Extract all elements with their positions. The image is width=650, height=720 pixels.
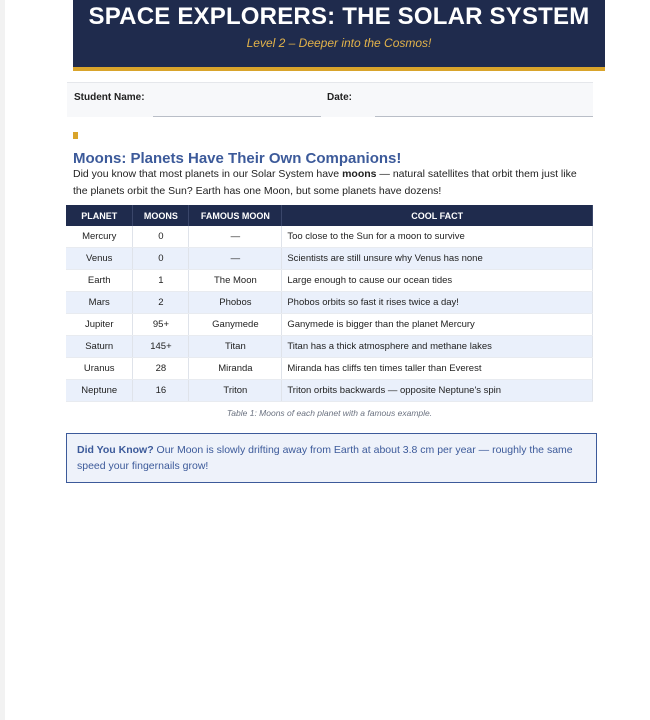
page-title: SPACE EXPLORERS: THE SOLAR SYSTEM [88, 3, 590, 30]
intro-text-end: — natural satellites that orbit them just like the planets orbit the Sun? Earth has one Moon, but some planets have dozens! [73, 168, 577, 197]
moons-cell: 0 [133, 226, 189, 248]
table-row [66, 358, 593, 380]
cool-fact-cell: Scientists are still unsure why Venus has none [282, 248, 593, 270]
section-accent-mark [73, 132, 78, 139]
column-header-moons: MOONS [133, 205, 189, 226]
famous-moon-cell: Phobos [189, 292, 282, 314]
famous-moon-cell: — [189, 248, 282, 270]
famous-moon-cell: — [189, 226, 282, 248]
cool-fact-cell: Too close to the Sun for a moon to survive [282, 226, 593, 248]
moons-cell: 2 [133, 292, 189, 314]
table-row [66, 380, 593, 402]
moons-cell: 0 [133, 248, 189, 270]
cool-fact-cell: Large enough to cause our ocean tides [282, 270, 593, 292]
did-you-know-callout [66, 433, 597, 483]
intro-bold-term: moons [342, 168, 377, 180]
page-subtitle: Level 2 – Deeper into the Cosmos! [246, 36, 432, 50]
date-label: Date: [327, 92, 353, 103]
planet-cell: Venus [66, 248, 133, 270]
student-name-field[interactable] [153, 116, 321, 117]
column-header-cool-fact: COOL FACT [282, 205, 593, 226]
cool-fact-cell: Miranda has cliffs ten times taller than Everest [282, 358, 593, 380]
section-heading: Moons: Planets Have Their Own Companions! [73, 150, 402, 167]
moons-cell: 16 [133, 380, 189, 402]
table-header-row [66, 205, 593, 226]
cool-fact-cell: Phobos orbits so fast it rises twice a day! [282, 292, 593, 314]
moons-cell: 145+ [133, 336, 189, 358]
famous-moon-cell: The Moon [189, 270, 282, 292]
planet-cell: Mercury [66, 226, 133, 248]
worksheet-page [5, 0, 650, 720]
famous-moon-cell: Triton [189, 380, 282, 402]
planet-cell: Saturn [66, 336, 133, 358]
planet-cell: Mars [66, 292, 133, 314]
famous-moon-cell: Titan [189, 336, 282, 358]
table-caption: Table 1: Moons of each planet with a famous example. [226, 408, 433, 418]
table-row [66, 270, 593, 292]
planet-cell: Earth [66, 270, 133, 292]
table-row [66, 226, 593, 248]
table-row [66, 314, 593, 336]
planet-cell: Neptune [66, 380, 133, 402]
table-row [66, 292, 593, 314]
moons-cell: 1 [133, 270, 189, 292]
student-name-label: Student Name: [74, 92, 145, 103]
cool-fact-cell: Ganymede is bigger than the planet Mercury [282, 314, 593, 336]
planet-cell: Jupiter [66, 314, 133, 336]
column-header-famous-moon: FAMOUS MOON [189, 205, 282, 226]
column-header-planet: PLANET [66, 205, 133, 226]
table-row [66, 248, 593, 270]
callout-text: Our Moon is slowly drifting away from Earth at about 3.8 cm per year — roughly the same speed your fingernails grow! [77, 444, 573, 472]
intro-paragraph [73, 166, 593, 200]
student-info-bar [67, 82, 593, 117]
intro-text-start: Did you know that most planets in our Solar System have [73, 168, 343, 180]
moons-table [66, 205, 593, 402]
moons-cell: 28 [133, 358, 189, 380]
planet-cell: Uranus [66, 358, 133, 380]
callout-label: Did You Know? [77, 444, 154, 456]
famous-moon-cell: Ganymede [189, 314, 282, 336]
date-field[interactable] [375, 116, 593, 117]
table-row [66, 336, 593, 358]
moons-cell: 95+ [133, 314, 189, 336]
cool-fact-cell: Triton orbits backwards — opposite Neptune's spin [282, 380, 593, 402]
cool-fact-cell: Titan has a thick atmosphere and methane lakes [282, 336, 593, 358]
famous-moon-cell: Miranda [189, 358, 282, 380]
header-banner [73, 0, 605, 71]
